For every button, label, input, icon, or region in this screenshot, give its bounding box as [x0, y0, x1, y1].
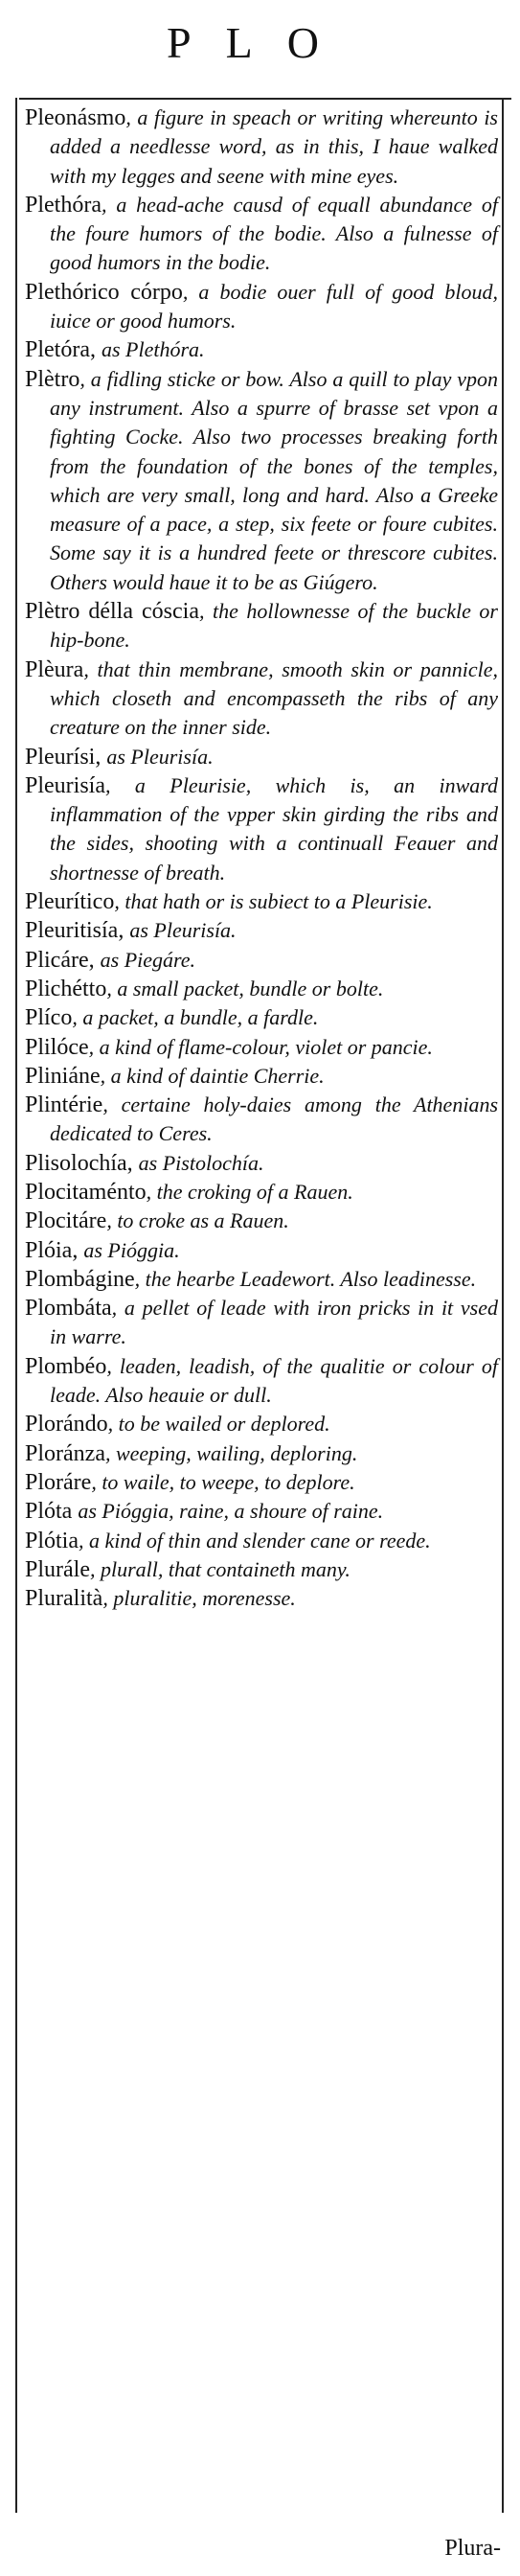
definition: as Pleurisía. — [106, 744, 214, 769]
entry — [25, 278, 498, 336]
headword: Ploráre — [25, 1469, 92, 1495]
definition: , pluralitie, morenesse. — [102, 1586, 296, 1611]
definition: as Pistolochía. — [138, 1150, 264, 1175]
headword: Pleuritisía, — [25, 918, 130, 944]
definition: , a kind of thin and slender cane or reede. — [79, 1528, 431, 1552]
entry — [25, 1497, 498, 1526]
definition: , a pellet of leade with iron pricks in it vsed in warre. — [50, 1296, 498, 1349]
headword: Plethórico córpo — [25, 279, 183, 305]
headword: Plicáre, — [25, 947, 101, 973]
headword: Plóta — [25, 1499, 79, 1525]
definition: , the hearbe Leadewort. Also leadinesse. — [134, 1266, 477, 1291]
definition: as Piegáre. — [100, 947, 196, 972]
entry-list — [25, 104, 498, 1613]
headword: Plombágine — [25, 1266, 135, 1292]
entry — [25, 743, 498, 771]
entry — [25, 1352, 498, 1411]
right-column-rule — [502, 98, 504, 2513]
top-rule — [19, 98, 511, 100]
definition: , to croke as a Rauen. — [106, 1208, 289, 1233]
entry — [25, 1468, 498, 1497]
definition: , to be wailed or deplored. — [107, 1412, 330, 1437]
definition: , a figure in speach or writing whereunto is added a needlesse word, as in this, I haue walked with my legges and seene with mine eyes. — [50, 105, 498, 188]
entry — [25, 1207, 498, 1235]
headword: Plombéo — [25, 1353, 107, 1379]
entry — [25, 1294, 498, 1352]
entry — [25, 1062, 498, 1091]
entry — [25, 916, 498, 945]
headword: Plocitaménto — [25, 1179, 147, 1205]
headword: Plóia, — [25, 1237, 84, 1263]
definition: , a Pleurisie, which is, an inward inflammation of the vpper skin girding the ribs and the sides, shooting with a continuall Feauer and shortnesse of breath. — [50, 772, 498, 885]
headword: Pleurísi, — [25, 744, 107, 770]
headword: Plorándo — [25, 1412, 108, 1438]
entry — [25, 1584, 498, 1613]
headword: Plètro — [25, 366, 80, 392]
entry — [25, 1236, 498, 1265]
entry — [25, 1410, 498, 1438]
headword: Plintérie — [25, 1092, 103, 1118]
headword: Plótia — [25, 1528, 79, 1553]
entry — [25, 1555, 498, 1584]
headword: Plíco — [25, 1005, 73, 1031]
entry — [25, 1091, 498, 1149]
entry — [25, 1527, 498, 1555]
definition: , a small packet, bundle or bolte. — [106, 976, 384, 1000]
definition: , that thin membrane, smooth skin or pannicle, which closeth and encompasseth the ribs of any creature on the inner side. — [50, 656, 498, 740]
definition: , weeping, wailing, deploring. — [104, 1440, 358, 1465]
headword: Pleurítico — [25, 889, 115, 915]
headword: Pletóra, — [25, 337, 102, 363]
headword: Plisolochía, — [25, 1150, 139, 1176]
entry — [25, 1178, 498, 1207]
definition: , a bodie ouer full of good bloud, iuice or good humors. — [50, 279, 499, 334]
entry — [25, 975, 498, 1003]
headword: Pleurisía — [25, 772, 105, 798]
headword: Pliniáne — [25, 1063, 101, 1089]
definition: , to waile, to weepe, to deplore. — [91, 1469, 355, 1494]
definition: as Pióggia. — [83, 1237, 180, 1262]
entry — [25, 1003, 498, 1032]
entry — [25, 771, 498, 887]
headword: Pluralità — [25, 1586, 103, 1612]
definition: , certaine holy-daies among the Athenians dedicated to Ceres. — [50, 1092, 498, 1146]
headword: Plombáta — [25, 1296, 112, 1322]
page-header: PLO — [167, 18, 353, 67]
definition: , a head-ache causd of equall abundance of the foure humors of the bodie. Also a fulnesse of good humors in the bodie. — [50, 192, 498, 275]
definition: as Pióggia, raine, a shoure of raine. — [78, 1499, 384, 1524]
definition: as Pleurisía. — [129, 918, 237, 943]
definition: , the hollownesse of the buckle or hip-bone. — [50, 599, 498, 653]
entry — [25, 597, 498, 656]
headword: Plurále — [25, 1556, 90, 1582]
entry — [25, 1265, 498, 1294]
definition: , a kind of flame-colour, violet or pancie. — [88, 1034, 433, 1059]
entry — [25, 1033, 498, 1062]
entry — [25, 365, 498, 597]
headword: Plocitáre — [25, 1208, 107, 1234]
definition: as Plethóra. — [101, 337, 205, 362]
headword: Plethóra — [25, 192, 102, 218]
definition: , a fidling sticke or bow. Also a quill to play vpon any instrument. Also a spurre of brasse set vpon a fighting Cocke. Also two processes breaking forth from the foundation of the bones of the temples, which are very small, long and hard. Also a Greeke measure of a pace, a step, six feete or foure cubites. Some say it is a hundred feete or threscore cubites. Others would haue it to be as Giúgero. — [50, 366, 498, 594]
entry — [25, 191, 498, 278]
headword: Pleonásmo — [25, 105, 126, 130]
left-column-rule — [15, 98, 17, 2513]
definition: , a packet, a bundle, a fardle. — [72, 1005, 319, 1030]
entry — [25, 1149, 498, 1178]
definition: , leaden, leadish, of the qualitie or colour of leade. Also heauie or dull. — [50, 1353, 498, 1408]
definition: , plurall, that containeth many. — [89, 1556, 350, 1581]
headword: Ploránza — [25, 1440, 105, 1466]
entry — [25, 104, 498, 191]
definition: , the croking of a Rauen. — [146, 1179, 353, 1204]
definition: , that hath or is subiect to a Pleurisie. — [114, 889, 433, 914]
headword: Plilóce — [25, 1034, 89, 1060]
entry — [25, 946, 498, 975]
headword: Plichétto — [25, 976, 107, 1001]
entry — [25, 656, 498, 743]
definition: , a kind of daintie Cherrie. — [100, 1063, 325, 1088]
entry — [25, 887, 498, 916]
entry — [25, 1439, 498, 1468]
entry — [25, 335, 498, 364]
catchword: Plura- — [444, 2536, 501, 2561]
headword: Plètro délla cóscia — [25, 599, 199, 625]
headword: Plèura — [25, 656, 84, 682]
